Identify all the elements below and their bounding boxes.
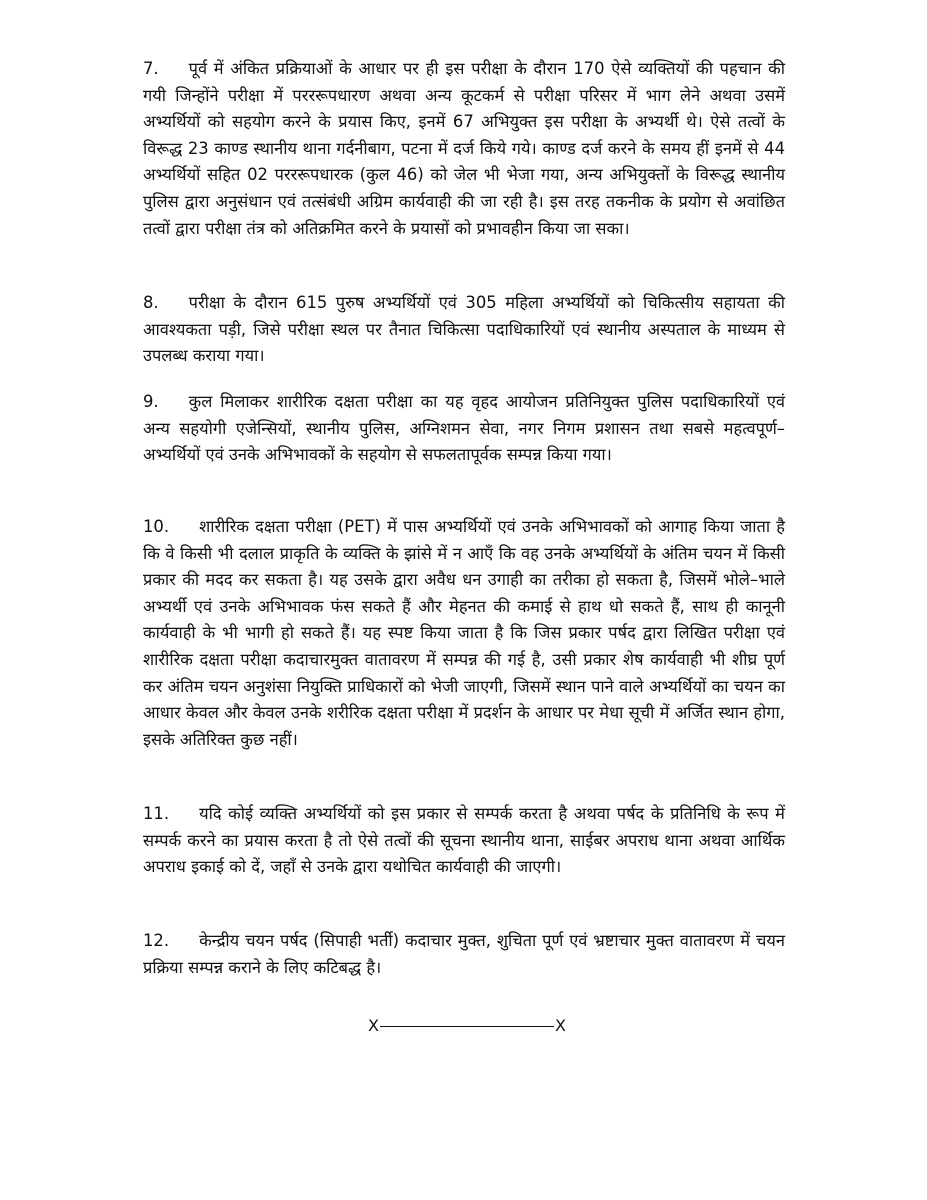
end-of-document-mark (368, 1010, 566, 1040)
paragraph-number: 10. (143, 517, 170, 536)
paragraph-number: 8. (143, 293, 159, 312)
paragraph-number: 7. (143, 59, 159, 78)
paragraph-11 (143, 801, 785, 881)
paragraph-number: 9. (143, 392, 159, 411)
end-mark-right: X (555, 1015, 566, 1035)
paragraph-8 (143, 290, 785, 370)
paragraph-text: केन्द्रीय चयन पर्षद (सिपाही भर्ती) कदाचार मुक्त, शुचिता पूर्ण एवं भ्रष्टाचार मुक्त वातावरण में चयन प्रक्रिया सम्पन्न कराने के लिए कटिबद्ध है। (143, 931, 785, 977)
paragraph-12 (143, 928, 785, 981)
paragraph-number: 11. (143, 804, 170, 823)
paragraph-text: परीक्षा के दौरान 615 पुरुष अभ्यर्थियों एवं 305 महिला अभ्यर्थियों को चिकित्सीय सहायता की आवश्यकता पड़ी, जिसे परीक्षा स्थल पर तैनात चिकित्सा पदाधिकारियों एवं स्थानीय अस्पताल के माध्यम से उपलब्ध कराया गया। (143, 293, 785, 366)
paragraph-text: कुल मिलाकर शारीरिक दक्षता परीक्षा का यह वृहद आयोजन प्रतिनियुक्त पुलिस पदाधिकारियों एवं अन्य सहयोगी एजेन्सियों, स्थानीय पुलिस, अग्निशमन सेवा, नगर निगम प्रशासन तथा सबसे महत्वपूर्ण– अभ्यर्थियों एवं उनके अभिभावकों के सहयोग से सफलतापूर्वक सम्पन्न किया गया। (143, 392, 785, 465)
paragraph-text: शारीरिक दक्षता परीक्षा (PET) में पास अभ्यर्थियों एवं उनके अभिभावकों को आगाह किया जाता है कि वे किसी भी दलाल प्राकृति के व्यक्ति के झांसे में न आएँ कि वह उनके अभ्यर्थियों के अंतिम चयन में किसी प्रकार की मदद कर सकता है। यह उसके द्वारा अवैध धन उगाही का तरीका हो सकता है, जिसमें भोले–भाले अभ्यर्थी एवं उनके अभिभावक फंस सकते हैं और मेहनत की कमाई से हाथ धो सकते हैं, साथ ही कानूनी कार्यवाही के भी भागी हो सकते हैं। यह स्पष्ट किया जाता है कि जिस प्रकार पर्षद द्वारा लिखित परीक्षा एवं शारीरिक दक्षता परीक्षा कदाचारमुक्त वातावरण में सम्पन्न की गई है, उसी प्रकार शेष कार्यवाही भी शीघ्र पूर्ण कर अंतिम चयन अनुशंसा नियुक्ति प्राधिकारों को भेजी जाएगी, जिसमें स्थान पाने वाले अभ्यर्थियों का चयन का आधार केवल और केवल उनके शरीरिक दक्षता परीक्षा में प्रदर्शन के आधार पर मेधा सूची में अर्जित स्थान होगा, इसके अतिरिक्त कुछ नहीं। (143, 517, 785, 749)
paragraph-10 (143, 514, 785, 753)
end-mark-left: X (368, 1015, 379, 1035)
paragraph-7 (143, 56, 785, 242)
paragraph-number: 12. (143, 931, 170, 950)
paragraph-9 (143, 389, 785, 469)
paragraph-text: यदि कोई व्यक्ति अभ्यर्थियों को इस प्रकार से सम्पर्क करता है अथवा पर्षद के प्रतिनिधि के रूप में सम्पर्क करने का प्रयास करता है तो ऐसे तत्वों की सूचना स्थानीय थाना, साईबर अपराध थाना अथवा आर्थिक अपराध इकाई को दें, जहाँ से उनके द्वारा यथोचित कार्यवाही की जाएगी। (143, 804, 785, 877)
end-mark-rule (380, 1026, 554, 1027)
paragraph-text: पूर्व में अंकित प्रक्रियाओं के आधार पर ही इस परीक्षा के दौरान 170 ऐसे व्यक्तियों की पहचान की गयी जिन्होंने परीक्षा में परररूपधारण अथवा अन्य कूटकर्म से परीक्षा परिसर में भाग लेने अथवा उसमें अभ्यर्थियों को सहयोग करने के प्रयास किए, इनमें 67 अभियुक्त इस परीक्षा के अभ्यर्थी थे। ऐसे तत्वों के विरूद्ध 23 काण्ड स्थानीय थाना गर्दनीबाग, पटना में दर्ज किये गये। काण्ड दर्ज करने के समय हीं इनमें से 44 अभ्यर्थियों सहित 02 परररूपधारक (कुल 46) को जेल भी भेजा गया, अन्य अभियुक्तों के विरूद्ध स्थानीय पुलिस द्वारा अनुसंधान एवं तत्संबंधी अग्रिम कार्यवाही की जा रही है। इस तरह तकनीक के प्रयोग से अवांछित तत्वों द्वारा परीक्षा तंत्र को अतिक्रमित करने के प्रयासों को प्रभावहीन किया जा सका। (143, 59, 785, 238)
